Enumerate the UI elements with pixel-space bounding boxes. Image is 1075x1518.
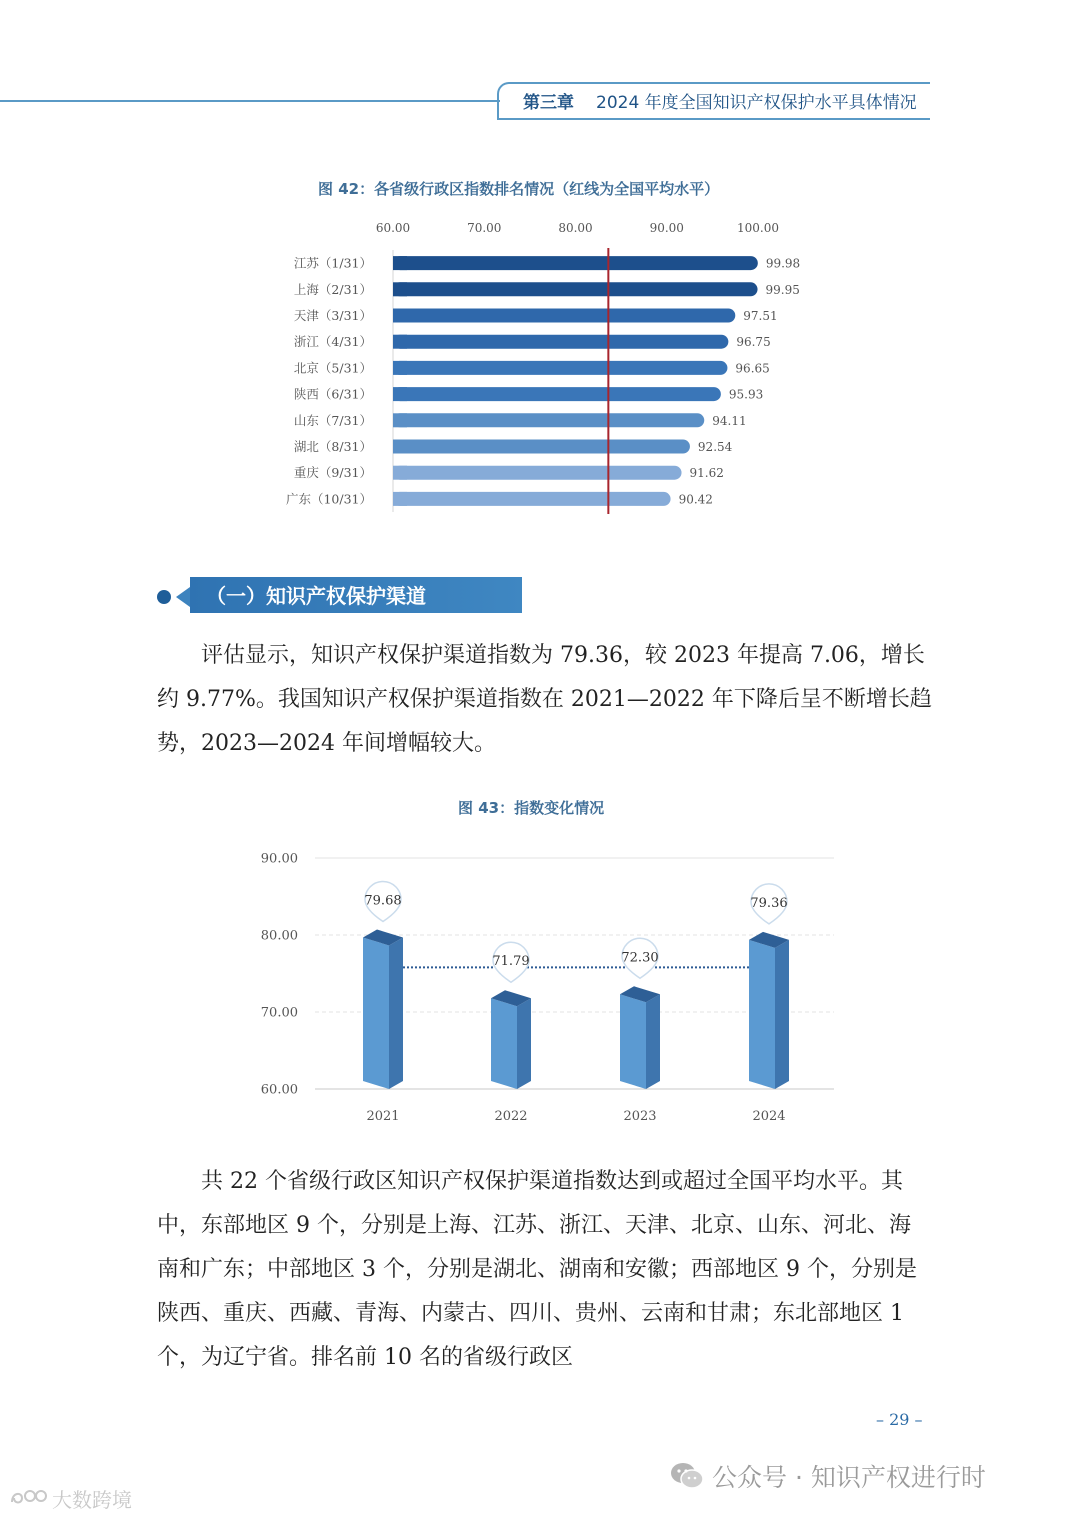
bar-front-face [491,998,517,1089]
category-label: 陕西（6/31） [293,386,372,402]
figure-43-title: 图 43：指数变化情况 [458,799,605,817]
bar-left-edge [393,256,407,270]
brand-logo-icon [8,1486,50,1508]
category-label: 北京（5/31） [293,360,372,376]
bar-left-edge [393,413,407,427]
x-tick-label: 70.00 [467,221,502,235]
bar-left-edge [393,387,407,401]
bar [393,282,758,296]
value-label: 92.54 [697,440,733,454]
value-label: 96.65 [735,361,770,376]
section-bullet [157,590,171,604]
x-tick-label: 80.00 [558,221,593,235]
value-label: 90.42 [678,492,713,507]
value-label: 91.62 [689,466,724,481]
bar [393,466,682,480]
bar-left-edge [393,282,407,296]
page-number: – 29 – [876,1410,923,1429]
bar-left-edge [393,440,407,454]
x-tick-label: 100.00 [737,221,779,235]
bar-side-face [389,937,403,1089]
value-label: 79.68 [364,893,402,909]
wechat-icon [670,1462,704,1490]
bar [393,256,758,270]
watermark-wechat-account: 公众号 · 知识产权进行时 [712,1463,986,1492]
x-tick-label: 2024 [752,1109,786,1124]
watermark-brand: 大数跨境 [52,1488,132,1512]
category-label: 重庆（9/31） [293,465,372,481]
category-label: 天津（3/31） [293,308,372,323]
value-label: 97.51 [743,309,778,323]
section-arrow [176,587,190,607]
x-tick-label: 2021 [366,1109,400,1124]
x-tick-label: 60.00 [375,221,411,235]
figure-42-title: 图 42：各省级行政区指数排名情况（红线为全国平均水平） [318,180,720,198]
figure-43-chart [0,830,1075,1150]
value-label: 72.30 [621,950,659,966]
value-label: 99.98 [765,256,801,271]
value-label: 99.95 [765,282,800,297]
bar-front-face [620,994,646,1089]
figure-42-chart [0,0,1075,540]
paragraph-1: 评估显示，知识产权保护渠道指数为 79.36，较 2023 年提高 7.06，增长约 9.77%。我国知识产权保护渠道指数在 2021—2022 年下降后呈不断增长趋势，2023—2024 年间增幅较大。 [157,643,932,756]
y-tick-label: 70.00 [260,1005,298,1021]
value-label: 71.79 [492,954,530,970]
bar [393,361,727,375]
chapter-label: 第三章 [523,93,574,113]
x-tick-label: 90.00 [649,221,684,235]
value-label: 79.36 [750,895,788,911]
chapter-title: 2024 年度全国知识产权保护水平具体情况 [596,93,917,113]
bar [393,440,690,454]
bar-left-edge [393,466,407,480]
bar-left-edge [393,361,407,375]
category-label: 湖北（8/31） [293,439,372,454]
value-label: 94.11 [712,413,747,428]
category-label: 山东（7/31） [293,412,372,428]
bar [393,492,671,506]
bar-front-face [749,940,775,1089]
bar-left-edge [393,492,407,506]
bar-side-face [775,940,789,1089]
value-label: 96.75 [736,335,771,350]
bar [393,387,721,401]
section-title: （一）知识产权保护渠道 [206,584,426,608]
bar-side-face [517,998,531,1089]
bar [393,335,728,349]
category-label: 广东（10/31） [285,491,372,507]
y-tick-label: 80.00 [260,928,298,944]
bar-left-edge [393,335,407,349]
y-tick-label: 60.00 [260,1082,298,1098]
x-tick-label: 2023 [623,1109,657,1124]
bar-left-edge [393,309,407,323]
bar [393,413,704,427]
bar-side-face [646,994,660,1089]
x-tick-label: 2022 [494,1109,528,1124]
bar-front-face [363,937,389,1089]
category-label: 上海（2/31） [293,281,372,297]
category-label: 江苏（1/31） [293,255,372,271]
paragraph-2: 共 22 个省级行政区知识产权保护渠道指数达到或超过全国平均水平。其中，东部地区 9 个，分别是上海、江苏、浙江、天津、北京、山东、河北、海南和广东；中部地区 3 个，分别是湖北、湖南和安徽；西部地区 9 个，分别是陕西、重庆、西藏、青海、内蒙古、四川、贵州、云南和甘肃；东北部地区 1 个，为辽宁省。排名前 10 名的省级行政区 [157,1169,917,1370]
category-label: 浙江（4/31） [293,334,372,350]
bar [393,309,735,323]
y-tick-label: 90.00 [260,851,298,867]
value-label: 95.93 [728,387,764,402]
